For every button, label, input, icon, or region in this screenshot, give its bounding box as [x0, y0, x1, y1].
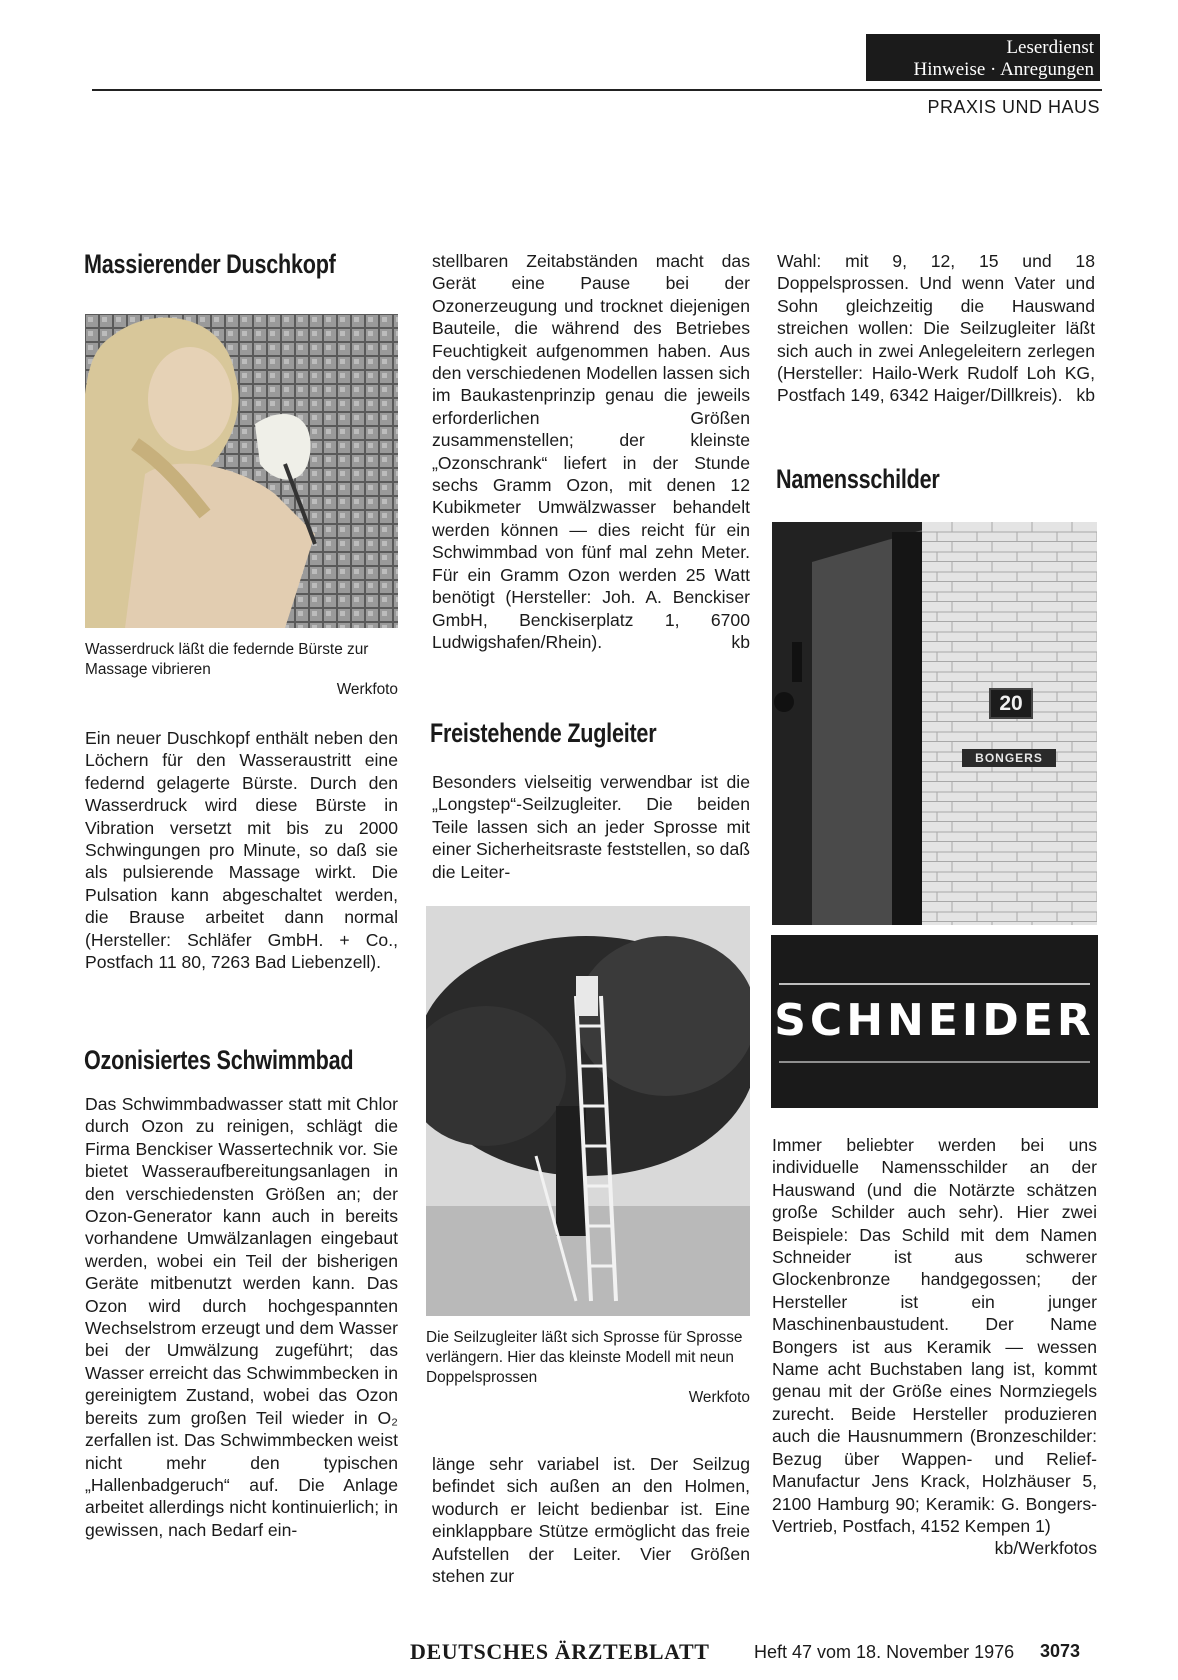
footer-magazine: DEUTSCHES ÄRZTEBLATT: [410, 1639, 710, 1664]
article-schwimmbad-body: [85, 1093, 398, 1541]
heading-massierender-duschkopf: Massierender Duschkopf: [84, 249, 336, 279]
shower-photo: [85, 314, 398, 628]
badge-line-2: Hinweise · Anregungen: [913, 59, 1094, 80]
article-zugleiter-body: [432, 771, 750, 883]
article-zugleiter-end: [777, 250, 1095, 407]
heading-namensschilder: Namensschilder: [776, 464, 940, 494]
schneider-sign-photo: [771, 935, 1098, 1108]
schwimmbad-sign: kb: [731, 631, 750, 652]
sign-bottom-line: [779, 1061, 1090, 1063]
caption-shower-text: Wasserdruck läßt die federnde Bürste zur Massage vibrieren: [85, 641, 369, 678]
footer-issue: Heft 47 vom 18. November 1976: [754, 1642, 1015, 1662]
duschkopf-paragraph: Ein neuer Duschkopf enthält neben den Löchern für den Wasseraustritt eine federnd gelagerte Bürste. Durch den Wasserdruck wird diese Bürste in Vibration versetzt mit bis zu 2000 Schwingungen pro Minute, so daß sie als pulsierende Massage wirkt. Die Pulsation kann abgeschaltet werden, die Brause arbeitet dann normal (Hersteller: Schläfer GmbH. + Co., Postfach 11 80, 7263 Bad Liebenzell).: [85, 728, 398, 973]
caption-shower: [85, 640, 398, 700]
leserdienst-badge: [866, 34, 1100, 81]
heading-ozonisiertes-schwimmbad: Ozonisiertes Schwimmbad: [84, 1045, 354, 1075]
article-schwimmbad-continued: [432, 250, 750, 653]
header-rule: [92, 89, 1102, 91]
bongers-sign: BONGERS: [962, 749, 1056, 767]
caption-shower-credit: Werkfoto: [336, 681, 398, 698]
door-photo-illustration: [772, 522, 1097, 925]
schneider-sign-text: SCHNEIDER: [774, 995, 1095, 1046]
heading-freistehende-zugleiter: Freistehende Zugleiter: [430, 718, 657, 748]
house-number-sign: 20: [989, 688, 1033, 719]
namensschilder-paragraph: Immer beliebter werden bei uns individuelle Namensschilder an der Hauswand (und die Notärzte schätzen große Schilder auch sehr). Hier zwei Beispiele: Das Schild mit dem Namen Schneider ist aus schwerer Glockenbronze handgegossen; der Hersteller ist ein junger Maschinenbaustudent. Der Name Bongers ist aus Keramik — wessen Name acht Buchstaben lang ist, kommt genau mit der Größe eines Normziegels zurecht. Beide Hersteller produzieren auch die Hausnummern (Bronzeschilder: Bezug über Wappen- und Relief-Manufactur Jens Krack, Holzhäuser 5, 2100 Hamburg 90; Keramik: G. Bongers-Vertrieb, Postfach, 4152 Kempen 1): [772, 1135, 1097, 1536]
zugleiter-continued-paragraph: länge sehr variabel ist. Der Seilzug befindet sich außen an den Holmen, wodurch er leicht bedienbar ist. Eine einklappbare Stütze ermöglicht das freie Aufstellen der Leiter. Vier Größen stehen zur: [432, 1454, 750, 1587]
badge-line-1: Leserdienst: [1006, 37, 1094, 58]
sign-top-line: [779, 983, 1090, 985]
shower-photo-illustration: [85, 314, 398, 628]
zugleiter-paragraph: Besonders vielseitig verwendbar ist die „Longstep“-Seilzugleiter. Die beiden Teile lassen sich an jeder Sprosse mit einer Sicherheitsraste feststellen, so daß die Leiter-: [432, 772, 750, 882]
article-duschkopf-body: [85, 727, 398, 973]
article-namensschilder-body: [772, 1134, 1097, 1560]
caption-ladder-text: Die Seilzugleiter läßt sich Sprosse für Sprosse verlängern. Hier das kleinste Modell mit neun Doppelsprossen: [426, 1329, 743, 1386]
zugleiter-sign: kb: [1076, 385, 1095, 406]
door-photo: [772, 522, 1097, 925]
footer-page-number: 3073: [1040, 1641, 1081, 1661]
namensschilder-sign: kb/Werkfotos: [994, 1538, 1097, 1559]
article-zugleiter-continued: [432, 1453, 750, 1587]
ladder-photo-illustration: [426, 906, 750, 1316]
schwimmbad-continued-paragraph: stellbaren Zeitabständen macht das Gerät eine Pause bei der Ozonerzeugung und trocknet diejenigen Bauteile, die während des Betriebes Feuchtigkeit aufgenommen haben. Aus den verschiedenen Modellen lassen sich im Baukastenprinzip genau die jeweils erforderlichen Größen zusammenstellen; der kleinste „Ozonschrank“ liefert in der Stunde sechs Gramm Ozon, mit denen 12 Kubikmeter Umwälzwasser behandelt werden können — dies reicht für ein Schwimmbad von fünf mal zehn Meter. Für ein Gramm Ozon werden 25 Watt benötigt (Hersteller: Joh. A. Benckiser GmbH, Benckiserplatz 1, 6700 Ludwigshafen/Rhein).: [432, 251, 750, 652]
zugleiter-end-paragraph: Wahl: mit 9, 12, 15 und 18 Doppelsprossen. Und wenn Vater und Sohn gleichzeitig die Hauswand streichen wollen: Die Seilzugleiter läßt sich auch in zwei Anlegeleitern zerlegen (Hersteller: Hailo-Werk Rudolf Loh KG, Postfach 149, 6342 Haiger/Dillkreis).: [777, 251, 1095, 406]
caption-ladder: [426, 1328, 750, 1408]
caption-ladder-credit: Werkfoto: [688, 1389, 750, 1406]
section-title: PRAXIS UND HAUS: [927, 97, 1100, 117]
ladder-photo: [426, 906, 750, 1316]
schwimmbad-paragraph: Das Schwimmbadwasser statt mit Chlor durch Ozon zu reinigen, schlägt die Firma Benckiser Wassertechnik vor. Sie bietet Wasseraufbereitungsanlagen in den verschiedensten Größen an; der Ozon-Generator kann auch in bereits vorhandene Umwälzanlagen eingebaut werden, wobei ein Teil der bisherigen Geräte mitbenutzt werden kann. Das Ozon wird durch hochgespannten Wechselstrom erzeugt und dem Wasser bei der Umwälzung zugeführt; das Wasser erreicht das Schwimmbecken in gereinigtem Zustand, wobei das Ozon bereits zum großen Teil wieder in O₂ zerfallen ist. Das Schwimmbecken weist nicht mehr den typischen „Hallenbadgeruch“ auf. Die Anlage arbeitet allerdings nicht kontinuierlich; in gewissen, nach Bedarf ein-: [85, 1094, 398, 1540]
